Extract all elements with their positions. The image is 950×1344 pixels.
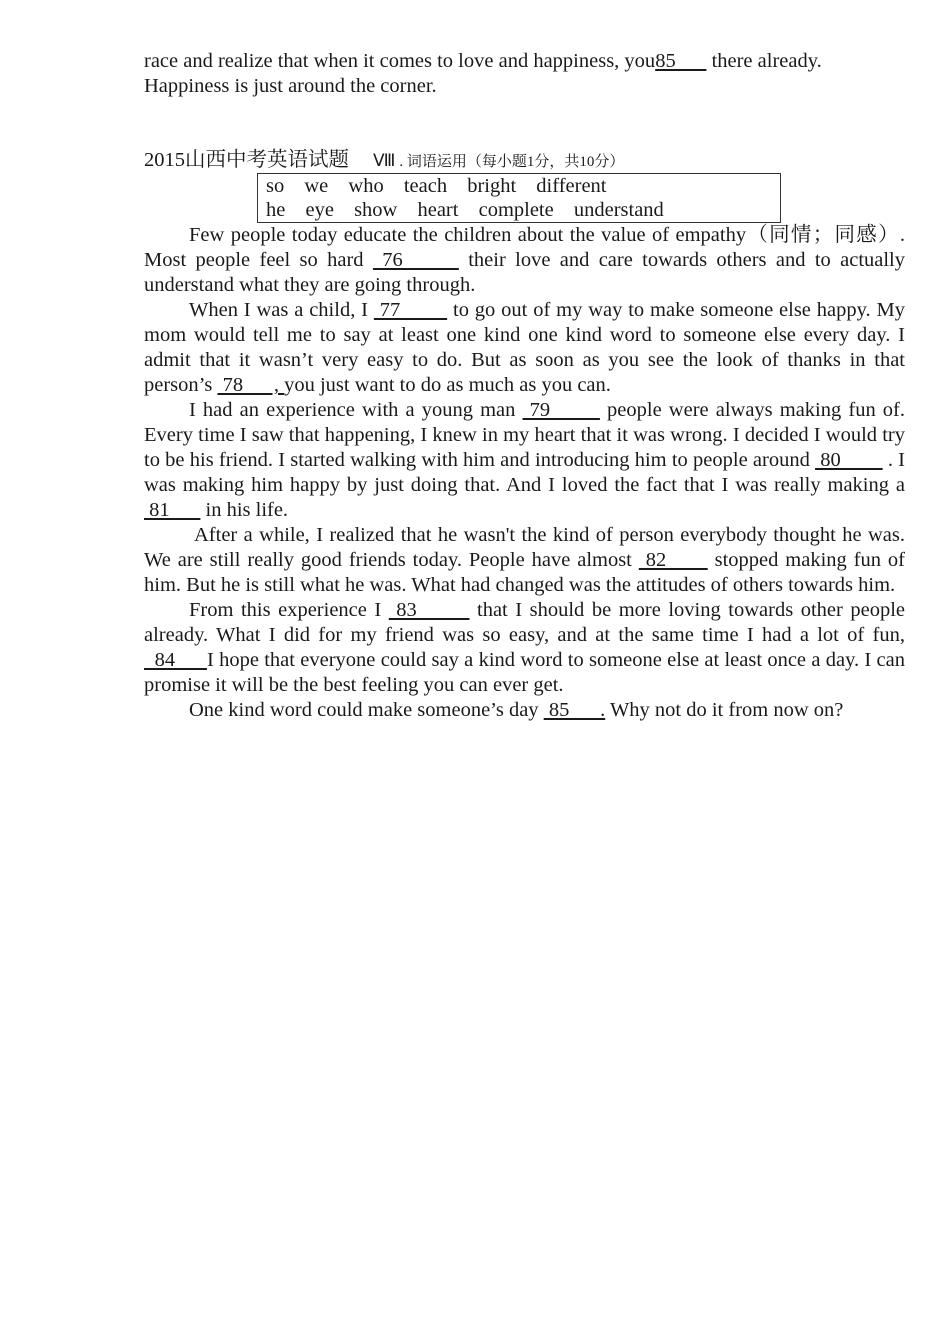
document-page bbox=[144, 49, 905, 723]
passage-paragraph-2 bbox=[144, 298, 905, 398]
passage-text: I hope that everyone could say a kind word to someone else at least once a day. I can promise it will be the best feeling you can ever get. bbox=[144, 649, 905, 696]
word-bank-row-2 bbox=[266, 198, 780, 222]
word-bank-item: understand bbox=[573, 199, 664, 221]
passage-text: One kind word could make someone’s day bbox=[189, 699, 544, 721]
blank-82: 82 bbox=[638, 549, 708, 571]
word-bank-item: bright bbox=[467, 175, 517, 197]
section-roman-numeral: Ⅷ bbox=[373, 151, 396, 171]
word-bank-item: so bbox=[266, 175, 285, 197]
blank-80: 80 bbox=[815, 449, 883, 471]
word-bank-item: different bbox=[536, 175, 607, 197]
passage-text: their love and care towards others and to actually understand what they are going through. bbox=[144, 249, 906, 296]
section-title: 2015山西中考英语试题 bbox=[144, 149, 349, 171]
passage-text: to go out of my way to make someone else happy. My mom would tell me to say at least one kind one kind word to someone else every day. I admit that it wasn’t very easy to do. But as soon as you see the look of thanks in that person’s bbox=[144, 299, 905, 396]
intro-paragraph bbox=[144, 49, 905, 99]
blank-85-intro: 85 bbox=[655, 50, 707, 72]
word-bank-item: teach bbox=[403, 175, 448, 197]
passage-text: Few people today educate the children about the value of empathy（同情；同感）. Most people feel so hard bbox=[144, 224, 905, 271]
word-bank-box bbox=[257, 173, 781, 223]
intro-line2: Happiness is just around the corner. bbox=[144, 75, 437, 97]
word-bank-item: heart bbox=[417, 199, 459, 221]
section-subtitle: . 词语运用（每小题1分，共10分） bbox=[399, 154, 625, 170]
passage-text: in his life. bbox=[200, 499, 289, 521]
passage-paragraph-6 bbox=[144, 698, 905, 723]
blank-81: 81 bbox=[144, 499, 201, 521]
section-heading bbox=[144, 148, 905, 173]
passage-text: stopped making fun of him. But he is still what he was. What had changed was the attitudes of others towards him. bbox=[144, 549, 905, 596]
word-bank-item: eye bbox=[305, 199, 334, 221]
blank-79: 79 bbox=[522, 399, 600, 421]
passage-paragraph-5 bbox=[144, 598, 905, 698]
word-bank-item: who bbox=[348, 175, 384, 197]
word-bank-row-1 bbox=[266, 174, 780, 198]
passage-paragraph-1 bbox=[144, 223, 905, 298]
blank-85: 85 . bbox=[543, 699, 606, 721]
blank-84: 84 bbox=[144, 649, 207, 671]
word-bank-item: show bbox=[354, 199, 398, 221]
passage-text: you just want to do as much as you can. bbox=[284, 374, 611, 396]
word-bank-item: we bbox=[304, 175, 329, 197]
passage-text: Why not do it from now on? bbox=[605, 699, 844, 721]
passage-text: I had an experience with a young man bbox=[189, 399, 523, 421]
intro-text-after: there already. bbox=[706, 50, 822, 72]
passage-paragraph-3 bbox=[144, 398, 905, 523]
passage-text: . I was making him happy by just doing that. And I loved the fact that I was really making a bbox=[144, 449, 906, 496]
word-bank-item: complete bbox=[478, 199, 554, 221]
blank-76: 76 bbox=[372, 249, 459, 271]
passage-text: people were always making fun of. Every time I saw that happening, I knew in my heart that it was wrong. I decided I would try to be his friend. I started walking with him and introducing him to people around bbox=[144, 399, 906, 471]
passage-text: From this experience I bbox=[189, 599, 389, 621]
intro-text: race and realize that when it comes to love and happiness, you bbox=[144, 50, 656, 72]
blank-78: 78 , bbox=[217, 374, 285, 396]
passage-text: After a while, I realized that he wasn't the kind of person everybody thought he was. We are still really good friends today. People have almost bbox=[144, 524, 905, 571]
blank-83: 83 bbox=[388, 599, 470, 621]
blank-77: 77 bbox=[373, 299, 448, 321]
word-bank-item: he bbox=[266, 199, 286, 221]
passage-paragraph-4 bbox=[144, 523, 905, 598]
passage-text: that I should be more loving towards other people already. What I did for my friend was so easy, and at the same time I had a lot of fun, bbox=[144, 599, 906, 646]
passage-text: When I was a child, I bbox=[189, 299, 374, 321]
